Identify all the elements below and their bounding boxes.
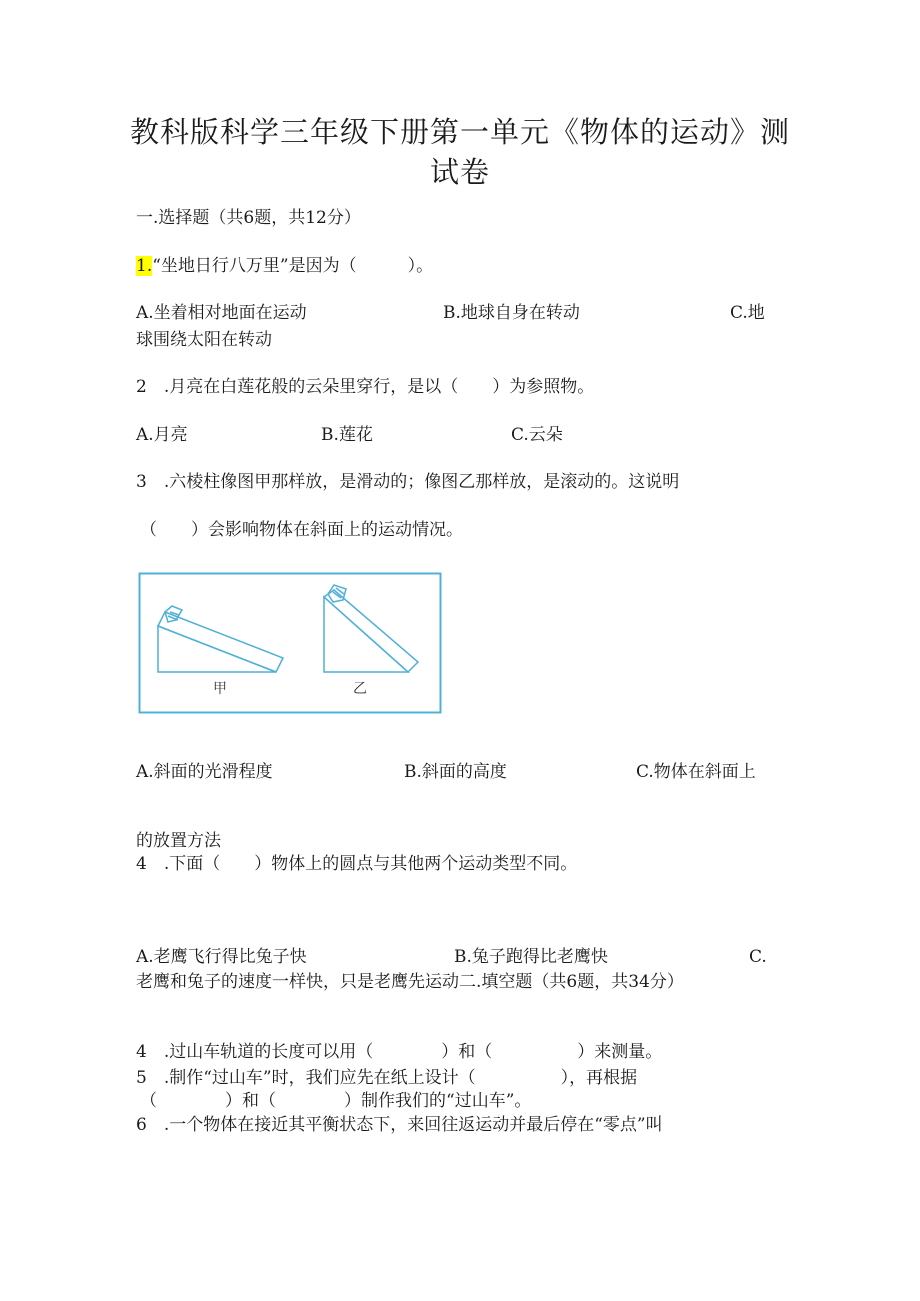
question-3-line-1: 3 .六棱柱像图甲那样放，是滑动的；像图乙那样放，是滚动的。这说明 — [136, 472, 680, 492]
q3-option-b: B.斜面的高度 — [404, 762, 507, 782]
exam-title — [120, 112, 800, 192]
question-2: 2 .月亮在白莲花般的云朵里穿行，是以（ ）为参照物。 — [136, 377, 595, 397]
q3-option-c-start: C.物体在斜面上 — [636, 762, 756, 782]
figure-a-slope — [158, 606, 283, 672]
q2-option-a: A.月亮 — [136, 425, 188, 445]
fill-question-4: 4 .过山车轨道的长度可以用（ ）和（ ）来测量。 — [136, 1042, 663, 1062]
fill-question-5-line-2: （ ）和（ ）制作我们的“过山车”。 — [140, 1091, 532, 1111]
hexagonal-prism-slope-figure — [138, 572, 442, 714]
question-1-number: 1. — [136, 256, 153, 276]
q2-option-c: C.云朵 — [511, 425, 563, 445]
fill-question-6: 6 .一个物体在接近其平衡状态下，来回往返运动并最后停在“零点”叫 — [136, 1115, 663, 1135]
q4-option-a: A.老鹰飞行得比兔子快 — [136, 947, 307, 967]
q1-option-c-end: 球围绕太阳在转动 — [136, 330, 272, 350]
figure-a-label: 甲 — [213, 681, 227, 697]
q2-option-b: B.莲花 — [321, 425, 373, 445]
q3-option-c-end: 的放置方法 — [136, 831, 221, 851]
q1-option-b: B.地球自身在转动 — [443, 303, 580, 323]
q4-option-c-start: C. — [749, 947, 767, 967]
q4-option-c-end-and-section-2: 老鹰和兔子的速度一样快，只是老鹰先运动二.填空题（共6题，共34分） — [136, 972, 684, 992]
q3-option-a: A.斜面的光滑程度 — [136, 762, 273, 782]
question-1 — [136, 254, 433, 278]
question-3-line-2: （ ）会影响物体在斜面上的运动情况。 — [140, 520, 463, 540]
figure-b-slope — [324, 585, 418, 672]
question-1-text: “坐地日行八万里”是因为（ ）。 — [152, 256, 434, 276]
figure-b-label: 乙 — [353, 681, 367, 697]
q1-option-a: A.坐着相对地面在运动 — [136, 303, 307, 323]
title-line-1: 教科版科学三年级下册第一单元《物体的运动》测 — [129, 115, 790, 149]
title-line-2: 试卷 — [429, 155, 490, 189]
fill-question-5-line-1: 5 .制作“过山车”时，我们应先在纸上设计（ ），再根据 — [136, 1068, 638, 1088]
q1-option-c-start: C.地 — [730, 303, 765, 323]
section-1-heading: 一.选择题（共6题，共12分） — [136, 208, 361, 228]
q4-option-b: B.兔子跑得比老鹰快 — [454, 947, 608, 967]
question-4: 4 .下面（ ）物体上的圆点与其他两个运动类型不同。 — [136, 854, 578, 874]
